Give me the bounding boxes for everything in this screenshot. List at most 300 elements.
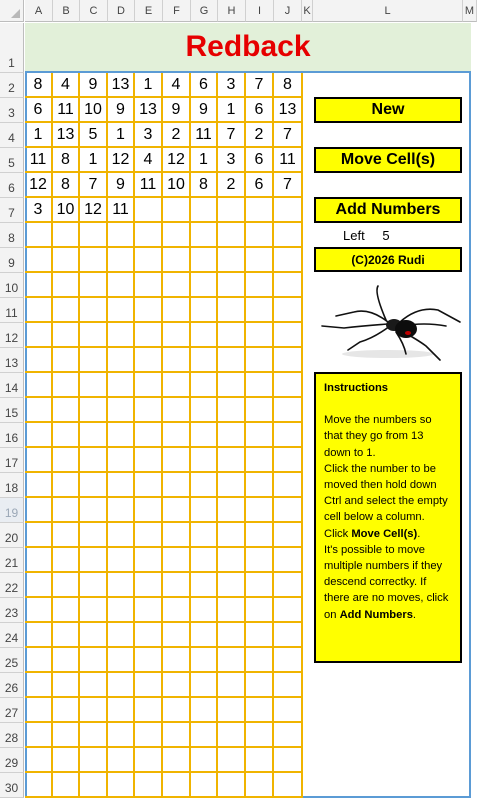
board-cell[interactable] [80,348,108,373]
board-cell[interactable] [274,698,303,723]
board-cell[interactable] [135,648,163,673]
board-cell[interactable] [218,473,246,498]
board-cell[interactable]: 8 [53,173,80,198]
board-cell[interactable] [218,198,246,223]
board-cell[interactable] [108,723,135,748]
row-header-24[interactable]: 24 [0,623,24,648]
board-cell[interactable] [274,398,303,423]
board-cell[interactable] [274,673,303,698]
board-cell[interactable] [218,398,246,423]
row-header-10[interactable]: 10 [0,273,24,298]
board-cell[interactable]: 3 [135,123,163,148]
board-cell[interactable]: 2 [246,123,274,148]
board-cell[interactable]: 1 [218,98,246,123]
board-cell[interactable] [80,723,108,748]
board-cell[interactable] [80,673,108,698]
board-cell[interactable] [218,748,246,773]
board-cell[interactable]: 10 [80,98,108,123]
board-cell[interactable] [108,698,135,723]
board-cell[interactable] [25,598,53,623]
board-cell[interactable] [25,548,53,573]
board-cell[interactable] [80,498,108,523]
board-cell[interactable] [80,248,108,273]
board-cell[interactable] [274,548,303,573]
board-cell[interactable] [80,473,108,498]
board-cell[interactable] [246,223,274,248]
board-cell[interactable] [218,448,246,473]
board-cell[interactable] [274,323,303,348]
board-cell[interactable] [246,198,274,223]
board-cell[interactable] [135,273,163,298]
board-cell[interactable] [53,548,80,573]
move-cells-button[interactable]: Move Cell(s) [314,147,462,173]
board-cell[interactable] [218,723,246,748]
board-cell[interactable] [191,423,218,448]
board-cell[interactable]: 11 [274,148,303,173]
board-cell[interactable]: 1 [108,123,135,148]
row-header-21[interactable]: 21 [0,548,24,573]
board-cell[interactable] [163,498,191,523]
board-cell[interactable] [246,398,274,423]
board-cell[interactable] [108,573,135,598]
board-cell[interactable] [163,648,191,673]
board-cell[interactable] [218,373,246,398]
row-header-16[interactable]: 16 [0,423,24,448]
board-cell[interactable] [163,248,191,273]
board-cell[interactable]: 8 [274,73,303,98]
board-cell[interactable] [218,773,246,798]
board-cell[interactable] [163,423,191,448]
row-header-18[interactable]: 18 [0,473,24,498]
board-cell[interactable] [191,623,218,648]
board-cell[interactable] [53,648,80,673]
board-cell[interactable]: 6 [246,98,274,123]
board-cell[interactable] [108,223,135,248]
board-cell[interactable] [25,398,53,423]
board-cell[interactable]: 8 [53,148,80,173]
board-cell[interactable] [135,373,163,398]
board-cell[interactable] [80,273,108,298]
board-cell[interactable] [163,773,191,798]
board-cell[interactable] [163,448,191,473]
row-header-29[interactable]: 29 [0,748,24,773]
board-cell[interactable] [25,298,53,323]
board-cell[interactable] [163,523,191,548]
board-cell[interactable] [246,748,274,773]
board-cell[interactable] [25,473,53,498]
board-cell[interactable] [53,448,80,473]
board-cell[interactable] [191,373,218,398]
board-cell[interactable]: 13 [274,98,303,123]
board-cell[interactable]: 7 [80,173,108,198]
board-cell[interactable] [246,473,274,498]
board-cell[interactable] [218,573,246,598]
board-cell[interactable] [53,748,80,773]
board-cell[interactable] [274,248,303,273]
board-cell[interactable]: 9 [108,173,135,198]
board-cell[interactable]: 11 [135,173,163,198]
board-cell[interactable] [246,423,274,448]
board-cell[interactable] [108,523,135,548]
board-cell[interactable] [246,698,274,723]
board-cell[interactable] [274,223,303,248]
row-header-15[interactable]: 15 [0,398,24,423]
board-cell[interactable] [135,498,163,523]
board-cell[interactable] [163,673,191,698]
board-cell[interactable] [218,673,246,698]
board-cell[interactable] [25,248,53,273]
board-cell[interactable] [108,323,135,348]
board-cell[interactable] [80,698,108,723]
board-cell[interactable]: 12 [163,148,191,173]
board-cell[interactable] [163,348,191,373]
board-cell[interactable] [53,523,80,548]
board-cell[interactable] [163,748,191,773]
board-cell[interactable]: 9 [163,98,191,123]
board-cell[interactable] [191,673,218,698]
board-cell[interactable] [80,598,108,623]
board-cell[interactable]: 6 [246,148,274,173]
board-cell[interactable]: 1 [135,73,163,98]
row-header-4[interactable]: 4 [0,123,24,148]
board-cell[interactable] [191,448,218,473]
board-cell[interactable] [274,273,303,298]
row-header-11[interactable]: 11 [0,298,24,323]
board-cell[interactable] [218,348,246,373]
row-header-26[interactable]: 26 [0,673,24,698]
column-header-c[interactable]: C [80,0,108,22]
board-cell[interactable] [218,648,246,673]
row-header-17[interactable]: 17 [0,448,24,473]
board-cell[interactable] [163,698,191,723]
board-cell[interactable] [53,698,80,723]
board-cell[interactable] [274,773,303,798]
board-cell[interactable] [274,648,303,673]
board-cell[interactable]: 12 [80,198,108,223]
board-cell[interactable] [191,573,218,598]
board-cell[interactable] [163,723,191,748]
board-cell[interactable] [108,673,135,698]
board-cell[interactable] [80,373,108,398]
board-cell[interactable] [135,723,163,748]
board-cell[interactable] [163,298,191,323]
column-header-e[interactable]: E [135,0,163,22]
board-cell[interactable] [163,323,191,348]
board-cell[interactable]: 6 [25,98,53,123]
row-header-20[interactable]: 20 [0,523,24,548]
board-cell[interactable]: 6 [191,73,218,98]
board-cell[interactable] [135,423,163,448]
board-cell[interactable] [218,248,246,273]
board-cell[interactable] [108,623,135,648]
board-cell[interactable]: 3 [218,73,246,98]
board-cell[interactable] [246,448,274,473]
board-cell[interactable] [191,723,218,748]
board-cell[interactable] [274,448,303,473]
board-cell[interactable]: 9 [191,98,218,123]
board-cell[interactable] [218,423,246,448]
board-cell[interactable]: 2 [218,173,246,198]
board-cell[interactable]: 8 [191,173,218,198]
row-header-3[interactable]: 3 [0,98,24,123]
board-cell[interactable] [25,223,53,248]
board-cell[interactable] [191,348,218,373]
board-cell[interactable] [53,323,80,348]
board-cell[interactable] [218,223,246,248]
board-cell[interactable] [191,748,218,773]
board-cell[interactable] [108,648,135,673]
board-cell[interactable] [25,773,53,798]
board-cell[interactable] [246,773,274,798]
row-header-14[interactable]: 14 [0,373,24,398]
board-cell[interactable] [218,273,246,298]
board-cell[interactable] [191,223,218,248]
row-header-5[interactable]: 5 [0,148,24,173]
board-cell[interactable] [135,673,163,698]
board-cell[interactable] [274,298,303,323]
board-cell[interactable] [80,423,108,448]
board-cell[interactable]: 1 [80,148,108,173]
board-cell[interactable]: 12 [25,173,53,198]
board-cell[interactable] [108,773,135,798]
board-cell[interactable] [80,648,108,673]
board-cell[interactable] [274,423,303,448]
board-cell[interactable] [135,298,163,323]
board-cell[interactable] [191,398,218,423]
board-cell[interactable] [135,698,163,723]
board-cell[interactable] [274,573,303,598]
board-cell[interactable] [135,773,163,798]
board-cell[interactable] [108,423,135,448]
board-cell[interactable] [191,698,218,723]
board-cell[interactable] [163,623,191,648]
board-cell[interactable]: 1 [191,148,218,173]
column-header-d[interactable]: D [108,0,135,22]
board-cell[interactable] [135,623,163,648]
board-cell[interactable] [163,373,191,398]
board-cell[interactable] [53,248,80,273]
column-header-f[interactable]: F [163,0,191,22]
board-cell[interactable] [80,548,108,573]
board-cell[interactable] [274,523,303,548]
board-cell[interactable] [135,523,163,548]
board-cell[interactable] [25,698,53,723]
board-cell[interactable]: 11 [108,198,135,223]
board-cell[interactable] [163,223,191,248]
column-header-h[interactable]: H [218,0,246,22]
board-cell[interactable] [108,373,135,398]
board-cell[interactable] [25,523,53,548]
board-cell[interactable] [53,573,80,598]
select-all-corner[interactable] [0,0,24,22]
board-cell[interactable] [25,723,53,748]
board-cell[interactable] [274,598,303,623]
board-cell[interactable] [218,698,246,723]
board-cell[interactable]: 1 [25,123,53,148]
row-header-25[interactable]: 25 [0,648,24,673]
board-cell[interactable] [274,748,303,773]
board-cell[interactable] [246,673,274,698]
board-cell[interactable] [53,398,80,423]
board-cell[interactable] [53,623,80,648]
row-header-30[interactable]: 30 [0,773,24,798]
board-cell[interactable] [80,223,108,248]
board-cell[interactable] [163,548,191,573]
board-cell[interactable] [246,373,274,398]
board-cell[interactable] [246,648,274,673]
board-cell[interactable] [191,248,218,273]
add-numbers-button[interactable]: Add Numbers [314,197,462,223]
row-header-8[interactable]: 8 [0,223,24,248]
board-cell[interactable] [108,248,135,273]
board-cell[interactable] [53,298,80,323]
board-cell[interactable]: 9 [80,73,108,98]
board-cell[interactable] [246,723,274,748]
board-cell[interactable]: 9 [108,98,135,123]
board-cell[interactable] [246,548,274,573]
board-cell[interactable] [135,348,163,373]
board-cell[interactable] [218,548,246,573]
board-cell[interactable] [163,598,191,623]
board-cell[interactable]: 11 [53,98,80,123]
board-cell[interactable] [53,273,80,298]
board-cell[interactable] [25,448,53,473]
board-cell[interactable] [25,373,53,398]
board-cell[interactable]: 4 [53,73,80,98]
board-cell[interactable] [135,598,163,623]
board-cell[interactable] [80,298,108,323]
board-cell[interactable]: 11 [25,148,53,173]
board-cell[interactable]: 8 [25,73,53,98]
column-header-a[interactable]: A [25,0,53,22]
board-cell[interactable] [191,498,218,523]
board-cell[interactable] [80,573,108,598]
board-cell[interactable]: 11 [191,123,218,148]
board-cell[interactable] [108,498,135,523]
row-header-2[interactable]: 2 [0,73,24,98]
board-cell[interactable] [108,473,135,498]
board-cell[interactable] [163,273,191,298]
board-cell[interactable] [80,523,108,548]
board-cell[interactable] [25,748,53,773]
board-cell[interactable]: 10 [53,198,80,223]
board-cell[interactable] [53,723,80,748]
board-cell[interactable] [25,323,53,348]
board-cell[interactable] [274,498,303,523]
board-cell[interactable] [25,348,53,373]
board-cell[interactable] [191,298,218,323]
board-cell[interactable] [80,623,108,648]
board-cell[interactable] [246,498,274,523]
column-header-m[interactable]: M [463,0,477,22]
row-header-19[interactable]: 19 [0,498,24,523]
board-cell[interactable] [191,273,218,298]
board-cell[interactable]: 4 [135,148,163,173]
board-cell[interactable]: 6 [246,173,274,198]
board-cell[interactable] [108,598,135,623]
board-cell[interactable] [163,398,191,423]
board-cell[interactable] [218,498,246,523]
board-cell[interactable] [191,648,218,673]
column-header-i[interactable]: I [246,0,274,22]
board-cell[interactable] [246,323,274,348]
column-header-b[interactable]: B [53,0,80,22]
board-cell[interactable]: 7 [218,123,246,148]
board-cell[interactable] [135,748,163,773]
column-header-l[interactable]: L [313,0,463,22]
board-cell[interactable] [108,298,135,323]
row-header-12[interactable]: 12 [0,323,24,348]
board-cell[interactable] [135,548,163,573]
board-cell[interactable] [246,298,274,323]
board-cell[interactable] [135,223,163,248]
board-cell[interactable] [108,448,135,473]
board-cell[interactable] [53,373,80,398]
board-cell[interactable] [274,473,303,498]
board-cell[interactable] [191,598,218,623]
board-cell[interactable] [25,673,53,698]
board-cell[interactable] [80,323,108,348]
column-header-k[interactable]: K [302,0,313,22]
board-cell[interactable] [218,523,246,548]
board-cell[interactable] [25,273,53,298]
board-cell[interactable] [246,573,274,598]
board-cell[interactable] [246,248,274,273]
board-cell[interactable] [191,198,218,223]
board-cell[interactable]: 3 [218,148,246,173]
board-cell[interactable]: 7 [274,123,303,148]
board-cell[interactable] [191,548,218,573]
board-cell[interactable] [191,773,218,798]
board-cell[interactable] [191,473,218,498]
new-button[interactable]: New [314,97,462,123]
board-cell[interactable] [135,323,163,348]
board-cell[interactable] [135,473,163,498]
board-cell[interactable] [218,598,246,623]
board-cell[interactable] [53,598,80,623]
board-cell[interactable] [80,748,108,773]
board-cell[interactable] [53,673,80,698]
row-header-13[interactable]: 13 [0,348,24,373]
board-cell[interactable] [80,773,108,798]
board-cell[interactable] [274,348,303,373]
board-cell[interactable] [163,198,191,223]
board-cell[interactable] [135,398,163,423]
board-cell[interactable] [53,473,80,498]
board-cell[interactable] [246,523,274,548]
board-cell[interactable] [25,648,53,673]
row-header-6[interactable]: 6 [0,173,24,198]
board-cell[interactable]: 13 [135,98,163,123]
board-cell[interactable] [53,223,80,248]
board-cell[interactable] [25,498,53,523]
board-cell[interactable] [191,523,218,548]
board-cell[interactable]: 4 [163,73,191,98]
row-header-27[interactable]: 27 [0,698,24,723]
board-cell[interactable] [135,573,163,598]
board-cell[interactable] [80,398,108,423]
board-cell[interactable] [274,623,303,648]
board-cell[interactable] [246,598,274,623]
board-cell[interactable] [191,323,218,348]
board-cell[interactable] [135,448,163,473]
board-cell[interactable]: 7 [274,173,303,198]
column-header-j[interactable]: J [274,0,302,22]
row-header-22[interactable]: 22 [0,573,24,598]
board-cell[interactable]: 13 [108,73,135,98]
board-cell[interactable] [25,623,53,648]
board-cell[interactable] [53,773,80,798]
